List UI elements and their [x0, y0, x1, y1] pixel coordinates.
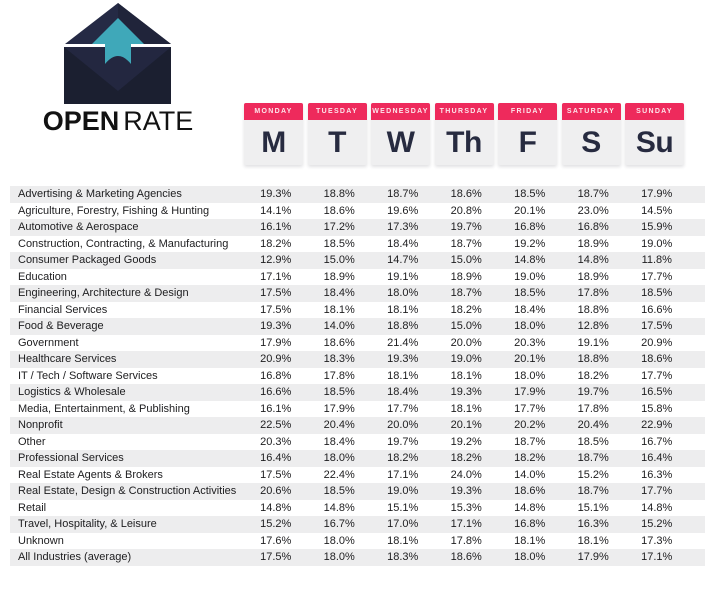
open-rate-value: 20.1%: [450, 419, 482, 431]
open-rate-value: 18.9%: [577, 237, 609, 250]
open-rate-value: 17.9%: [641, 188, 673, 200]
industry-label: Advertising & Marketing Agencies: [18, 188, 182, 200]
open-rate-value: 16.7%: [323, 518, 355, 530]
open-rate-value: 20.9%: [641, 336, 673, 349]
open-rate-value: 18.9%: [450, 270, 482, 283]
industry-label: Logistics & Wholesale: [18, 386, 126, 398]
open-rate-value: 18.2%: [260, 237, 292, 250]
industry-label: IT / Tech / Software Services: [18, 369, 158, 382]
open-rate-value: 18.0%: [323, 452, 355, 464]
open-rate-value: 20.1%: [514, 204, 546, 217]
table-row: [10, 533, 705, 550]
industry-label: Engineering, Architecture & Design: [18, 287, 189, 299]
table-row: [10, 401, 705, 418]
industry-label: Government: [18, 336, 79, 349]
open-rate-value: 19.7%: [387, 435, 419, 448]
open-rate-value: 18.3%: [387, 551, 419, 563]
table-row: [10, 467, 705, 484]
industry-label: Agriculture, Forestry, Fishing & Hunting: [18, 204, 210, 217]
day-header-row: [244, 103, 706, 165]
open-rate-value: 15.0%: [450, 320, 482, 332]
open-rate-value: 18.5%: [514, 188, 546, 200]
open-rate-value: 18.0%: [387, 287, 419, 299]
open-rate-table: [10, 186, 705, 566]
day-abbr-label: S: [581, 125, 601, 159]
open-rate-value: 20.3%: [260, 435, 292, 448]
open-rate-value: 18.1%: [387, 534, 419, 547]
open-rate-value: 16.6%: [641, 303, 673, 316]
day-abbr-label: M: [261, 125, 286, 159]
open-rate-value: 18.9%: [323, 270, 355, 283]
open-rate-value: 19.7%: [450, 221, 482, 233]
logo-title-rate: RATE: [123, 106, 194, 136]
table-row: [10, 269, 705, 286]
open-rate-value: 17.5%: [260, 303, 292, 316]
table-row: [10, 203, 705, 220]
open-rate-value: 18.1%: [450, 402, 482, 415]
open-rate-value: 19.1%: [387, 270, 419, 283]
day-card-friday: [498, 103, 557, 165]
industry-label: Construction, Contracting, & Manufacturing: [18, 237, 229, 250]
day-name-label: TUESDAY: [308, 103, 367, 120]
open-rate-value: 16.1%: [260, 221, 292, 233]
open-rate-value: 18.1%: [387, 303, 419, 316]
open-rate-value: 15.1%: [387, 501, 419, 514]
day-abbr-label: F: [518, 125, 537, 159]
open-rate-value: 19.2%: [514, 237, 546, 250]
open-rate-value: 18.2%: [387, 452, 419, 464]
open-rate-value: 14.8%: [323, 501, 355, 514]
open-rate-value: 18.9%: [577, 270, 609, 283]
open-rate-value: 17.2%: [323, 221, 355, 233]
table-row: [10, 483, 705, 500]
open-rate-value: 18.0%: [323, 534, 355, 547]
day-name-label: WEDNESDAY: [371, 103, 430, 120]
open-rate-value: 20.9%: [260, 353, 292, 365]
open-rate-value: 23.0%: [577, 204, 609, 217]
table-row: [10, 236, 705, 253]
day-card-saturday: [562, 103, 621, 165]
open-rate-value: 18.6%: [323, 204, 355, 217]
open-rate-value: 19.3%: [450, 386, 482, 398]
open-rate-value: 16.3%: [577, 518, 609, 530]
open-rate-value: 19.0%: [514, 270, 546, 283]
open-rate-value: 22.9%: [641, 419, 673, 431]
open-rate-value: 18.4%: [323, 435, 355, 448]
industry-label: Consumer Packaged Goods: [18, 254, 157, 266]
table-row: [10, 252, 705, 269]
open-rate-value: 17.9%: [260, 336, 292, 349]
industry-label: All Industries (average): [18, 551, 132, 563]
day-name-label: MONDAY: [244, 103, 303, 120]
open-rate-value: 18.7%: [577, 452, 609, 464]
open-rate-value: 16.8%: [260, 369, 292, 382]
open-rate-value: 17.3%: [387, 221, 419, 233]
open-rate-value: 18.0%: [323, 551, 355, 563]
open-rate-value: 18.7%: [577, 485, 609, 497]
open-rate-value: 14.0%: [514, 468, 546, 481]
day-abbr-label: Su: [635, 125, 674, 159]
open-rate-value: 15.9%: [641, 221, 673, 233]
open-rate-value: 17.1%: [387, 468, 419, 481]
open-rate-value: 16.7%: [641, 435, 673, 448]
open-rate-value: 17.8%: [323, 369, 355, 382]
open-rate-value: 18.1%: [387, 369, 419, 382]
open-rate-value: 14.1%: [260, 204, 292, 217]
open-rate-value: 17.1%: [260, 270, 292, 283]
open-rate-value: 16.3%: [641, 468, 673, 481]
open-rate-value: 18.5%: [323, 386, 355, 398]
open-rate-value: 20.0%: [387, 419, 419, 431]
open-rate-value: 14.8%: [577, 254, 609, 266]
open-rate-value: 17.9%: [577, 551, 609, 563]
open-rate-value: 17.9%: [323, 402, 355, 415]
industry-label: Retail: [18, 501, 47, 514]
open-rate-value: 20.0%: [450, 336, 482, 349]
open-rate-value: 16.4%: [641, 452, 673, 464]
open-rate-value: 18.2%: [577, 369, 609, 382]
open-rate-value: 16.1%: [260, 402, 292, 415]
open-rate-value: 17.9%: [514, 386, 546, 398]
open-rate-value: 16.4%: [260, 452, 292, 464]
table-row: [10, 302, 705, 319]
day-card-thursday: [435, 103, 494, 165]
open-rate-value: 16.5%: [641, 386, 673, 398]
open-rate-value: 18.6%: [514, 485, 546, 497]
open-rate-value: 18.1%: [514, 534, 546, 547]
open-rate-value: 17.6%: [260, 534, 292, 547]
open-rate-value: 20.3%: [514, 336, 546, 349]
open-rate-value: 17.5%: [641, 320, 673, 332]
industry-label: Food & Beverage: [18, 320, 104, 332]
table-row: [10, 434, 705, 451]
table-row: [10, 368, 705, 385]
industry-label: Real Estate Agents & Brokers: [18, 468, 163, 481]
table-row: [10, 450, 705, 467]
open-rate-value: 20.4%: [577, 419, 609, 431]
open-rate-value: 18.4%: [323, 287, 355, 299]
open-rate-value: 22.4%: [323, 468, 355, 481]
open-rate-value: 19.1%: [577, 336, 609, 349]
open-rate-value: 19.3%: [387, 353, 419, 365]
open-rate-value: 17.0%: [387, 518, 419, 530]
open-rate-value: 19.0%: [387, 485, 419, 497]
day-name-label: FRIDAY: [498, 103, 557, 120]
table-row: [10, 335, 705, 352]
industry-label: Financial Services: [18, 303, 108, 316]
table-row: [10, 516, 705, 533]
table-row: [10, 500, 705, 517]
open-rate-value: 18.2%: [450, 452, 482, 464]
open-rate-value: 18.8%: [577, 303, 609, 316]
open-rate-value: 18.4%: [514, 303, 546, 316]
open-rate-value: 18.7%: [450, 237, 482, 250]
open-rate-value: 19.7%: [577, 386, 609, 398]
open-rate-value: 18.5%: [641, 287, 673, 299]
open-rate-value: 18.6%: [641, 353, 673, 365]
open-rate-value: 18.1%: [577, 534, 609, 547]
open-rate-value: 16.8%: [514, 221, 546, 233]
open-rate-value: 22.5%: [260, 419, 292, 431]
open-rate-value: 15.2%: [260, 518, 292, 530]
open-rate-value: 17.8%: [577, 402, 609, 415]
open-rate-value: 16.8%: [514, 518, 546, 530]
open-rate-value: 14.8%: [641, 501, 673, 514]
open-rate-value: 15.2%: [577, 468, 609, 481]
day-name-label: SATURDAY: [562, 103, 621, 120]
open-rate-value: 18.8%: [387, 320, 419, 332]
open-rate-value: 14.8%: [260, 501, 292, 514]
day-card-monday: [244, 103, 303, 165]
day-card-tuesday: [308, 103, 367, 165]
table-row: [10, 318, 705, 335]
open-rate-value: 15.1%: [577, 501, 609, 514]
open-rate-value: 16.8%: [577, 221, 609, 233]
open-rate-value: 20.6%: [260, 485, 292, 497]
open-rate-value: 18.4%: [387, 237, 419, 250]
logo-title-open: OPEN: [42, 106, 120, 136]
day-name-label: THURSDAY: [435, 103, 494, 120]
open-rate-value: 12.8%: [577, 320, 609, 332]
industry-label: Travel, Hospitality, & Leisure: [18, 518, 157, 530]
open-rate-value: 15.2%: [641, 518, 673, 530]
open-rate-value: 14.8%: [514, 501, 546, 514]
open-rate-value: 20.4%: [323, 419, 355, 431]
open-rate-value: 15.0%: [450, 254, 482, 266]
open-rate-value: 18.6%: [450, 551, 482, 563]
open-rate-value: 18.0%: [514, 320, 546, 332]
open-rate-value: 20.1%: [514, 353, 546, 365]
table-row: [10, 549, 705, 566]
open-rate-value: 18.0%: [514, 551, 546, 563]
open-rate-value: 14.0%: [323, 320, 355, 332]
open-rate-value: 15.0%: [323, 254, 355, 266]
industry-label: Education: [18, 270, 67, 283]
day-abbr-label: Th: [446, 125, 482, 159]
open-rate-value: 17.7%: [514, 402, 546, 415]
open-rate-value: 17.7%: [641, 369, 673, 382]
open-rate-value: 16.6%: [260, 386, 292, 398]
open-rate-value: 18.5%: [577, 435, 609, 448]
industry-label: Nonprofit: [18, 419, 63, 431]
open-rate-value: 19.3%: [450, 485, 482, 497]
open-rate-value: 18.4%: [387, 386, 419, 398]
open-rate-value: 19.0%: [641, 237, 673, 250]
day-name-label: SUNDAY: [625, 103, 684, 120]
open-rate-value: 18.7%: [450, 287, 482, 299]
open-rate-value: 11.8%: [641, 254, 672, 266]
table-row: [10, 417, 705, 434]
open-rate-value: 17.5%: [260, 287, 292, 299]
industry-label: Healthcare Services: [18, 353, 117, 365]
open-rate-value: 17.1%: [641, 551, 673, 563]
table-row: [10, 219, 705, 236]
day-card-wednesday: [371, 103, 430, 165]
open-rate-value: 19.2%: [450, 435, 482, 448]
industry-label: Professional Services: [18, 452, 124, 464]
industry-label: Media, Entertainment, & Publishing: [18, 402, 190, 415]
open-rate-value: 18.8%: [323, 188, 355, 200]
open-rate-value: 18.7%: [387, 188, 419, 200]
table-row: [10, 285, 705, 302]
day-card-sunday: [625, 103, 684, 165]
open-rate-value: 21.4%: [387, 336, 419, 349]
open-rate-value: 18.1%: [323, 303, 355, 316]
open-rate-value: 18.5%: [514, 287, 546, 299]
envelope-arrow-logo: [64, 3, 172, 104]
open-rate-value: 15.3%: [450, 501, 482, 514]
open-rate-value: 24.0%: [450, 468, 482, 481]
table-row: [10, 384, 705, 401]
industry-label: Unknown: [18, 534, 64, 547]
day-abbr-label: T: [328, 125, 346, 159]
industry-label: Automotive & Aerospace: [18, 221, 139, 233]
open-rate-value: 19.3%: [260, 188, 292, 200]
open-rate-value: 17.8%: [450, 534, 482, 547]
open-rate-value: 12.9%: [260, 254, 292, 266]
open-rate-value: 14.8%: [514, 254, 546, 266]
open-rate-value: 18.8%: [577, 353, 609, 365]
table-row: [10, 351, 705, 368]
open-rate-value: 17.8%: [577, 287, 609, 299]
logo-title: [0, 106, 236, 137]
open-rate-value: 20.8%: [450, 204, 482, 217]
open-rate-value: 14.5%: [641, 204, 673, 217]
day-abbr-label: W: [386, 125, 415, 159]
open-rate-value: 18.2%: [450, 303, 482, 316]
open-rate-value: 19.3%: [260, 320, 292, 332]
open-rate-value: 18.7%: [577, 188, 609, 200]
open-rate-value: 18.1%: [450, 369, 482, 382]
open-rate-value: 17.7%: [387, 402, 419, 415]
open-rate-value: 18.3%: [323, 353, 355, 365]
open-rate-value: 17.1%: [450, 518, 482, 530]
open-rate-value: 18.6%: [323, 336, 355, 349]
open-rate-value: 19.6%: [387, 204, 419, 217]
open-rate-value: 17.5%: [260, 468, 292, 481]
industry-label: Other: [18, 435, 46, 448]
open-rate-value: 17.3%: [641, 534, 673, 547]
open-rate-value: 17.5%: [260, 551, 292, 563]
open-rate-value: 20.2%: [514, 419, 546, 431]
open-rate-value: 18.5%: [323, 485, 355, 497]
open-rate-value: 18.6%: [450, 188, 482, 200]
open-rate-value: 14.7%: [387, 254, 419, 266]
open-rate-value: 18.5%: [323, 237, 355, 250]
open-rate-value: 19.0%: [450, 353, 482, 365]
table-row: [10, 186, 705, 203]
open-rate-value: 17.7%: [641, 270, 673, 283]
open-rate-value: 18.2%: [514, 452, 546, 464]
open-rate-value: 17.7%: [641, 485, 673, 497]
open-rate-value: 18.7%: [514, 435, 546, 448]
open-rate-value: 18.0%: [514, 369, 546, 382]
industry-label: Real Estate, Design & Construction Activities: [18, 485, 237, 497]
open-rate-value: 15.8%: [641, 402, 673, 415]
